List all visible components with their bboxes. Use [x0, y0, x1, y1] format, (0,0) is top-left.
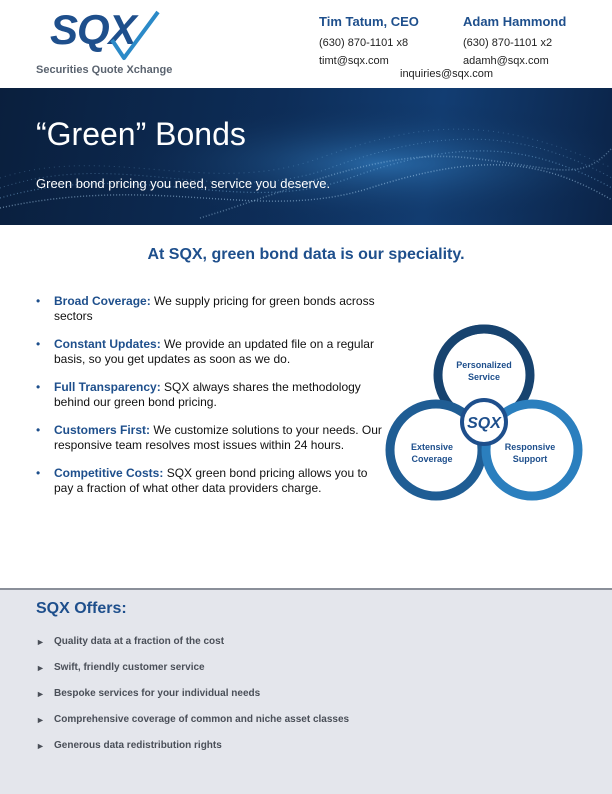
logo-tagline: Securities Quote Xchange [36, 64, 173, 76]
label-right-2: Support [512, 454, 548, 464]
bullet-icon: • [36, 423, 41, 437]
offers-title: SQX Offers: [36, 600, 127, 617]
arrow-icon: ► [36, 741, 45, 751]
label-top-1: Personalized [456, 360, 512, 370]
feature-text: We provide an updated file on a regular basis, so you get updates as soon as we do. [54, 337, 374, 366]
feature-list [36, 294, 382, 509]
list-item [36, 660, 349, 686]
feature-term: Full Transparency [54, 380, 157, 394]
label-left-1: Extensive [410, 442, 454, 452]
contact-card-ceo [319, 14, 419, 70]
bullet-icon: • [36, 294, 41, 308]
offer-text: Quality data at a fraction of the cost [54, 636, 225, 647]
contact-phone: (630) 870-1101 x2 [463, 37, 553, 49]
arrow-icon: ► [36, 715, 45, 725]
offers-section [0, 588, 612, 794]
feature-term: Competitive Costs [54, 466, 160, 480]
list-item [36, 634, 349, 660]
arrow-icon: ► [36, 689, 45, 699]
bullet-icon: • [36, 466, 41, 480]
section-headline: At SQX, green bond data is our speciality. [147, 246, 465, 263]
feature-text: We customize solutions to your needs. Our responsive team resolves most issues within 24 hours. [54, 423, 382, 452]
bullet-icon: • [36, 337, 41, 351]
contact-email[interactable]: adamh@sqx.com [463, 55, 549, 67]
feature-term: Constant Updates [54, 337, 157, 351]
list-item [36, 686, 349, 712]
contact-email[interactable]: timt@sqx.com [319, 55, 389, 67]
bullet-icon: • [36, 380, 41, 394]
list-item [36, 738, 349, 764]
inquiries-email[interactable]: inquiries@sqx.com [400, 68, 494, 80]
feature-text: We supply pricing for green bonds across sectors [54, 294, 375, 323]
feature-text: SQX green bond pricing allows you to pay a fraction of what other data providers charge. [54, 466, 368, 495]
label-left-2: Coverage [411, 454, 453, 464]
hero-banner [0, 88, 612, 225]
banner-subtitle: Green bond pricing you need, service you deserve. [36, 176, 331, 191]
list-item: • Broad Coverage: We supply pricing for green bonds across sectors [36, 294, 375, 323]
offer-text: Swift, friendly customer service [54, 662, 205, 673]
contact-name: Adam Hammond [463, 14, 567, 29]
offer-text: Generous data redistribution rights [54, 740, 222, 751]
contact-phone: (630) 870-1101 x8 [319, 37, 409, 49]
service-venn-diagram [384, 320, 584, 510]
banner-title: “Green” Bonds [36, 116, 246, 152]
arrow-icon: ► [36, 637, 45, 647]
feature-term: Broad Coverage [54, 294, 147, 308]
label-right-1: Responsive [504, 442, 556, 452]
logo-wordmark: SQX [50, 6, 136, 53]
offer-text: Comprehensive coverage of common and niche asset classes [54, 714, 350, 725]
list-item: • Customers First: We customize solutions to your needs. Our responsive team resolves most issues within 24 hours. [36, 423, 382, 452]
label-top-2: Service [467, 372, 501, 382]
list-item: • Constant Updates: We provide an updated file on a regular basis, so you get updates as soon as we do. [36, 337, 374, 366]
offer-text: Bespoke services for your individual needs [54, 688, 261, 699]
list-item: • Competitive Costs: SQX green bond pricing allows you to pay a fraction of what other data providers charge. [36, 466, 368, 495]
offers-list [36, 634, 349, 764]
list-item: • Full Transparency: SQX always shares the methodology behind our green bond pricing. [36, 380, 361, 409]
sqx-logo [36, 6, 196, 78]
contact-name: Tim Tatum, CEO [319, 14, 419, 29]
checkmark-icon [98, 10, 168, 70]
list-item [36, 712, 349, 738]
feature-term: Customers First [54, 423, 147, 437]
center-logo: SQX [467, 415, 501, 432]
contact-card-adam [463, 14, 566, 70]
feature-text: SQX always shares the methodology behind our green bond pricing. [54, 380, 361, 409]
arrow-icon: ► [36, 663, 45, 673]
particle-wave-graphic [0, 88, 612, 225]
